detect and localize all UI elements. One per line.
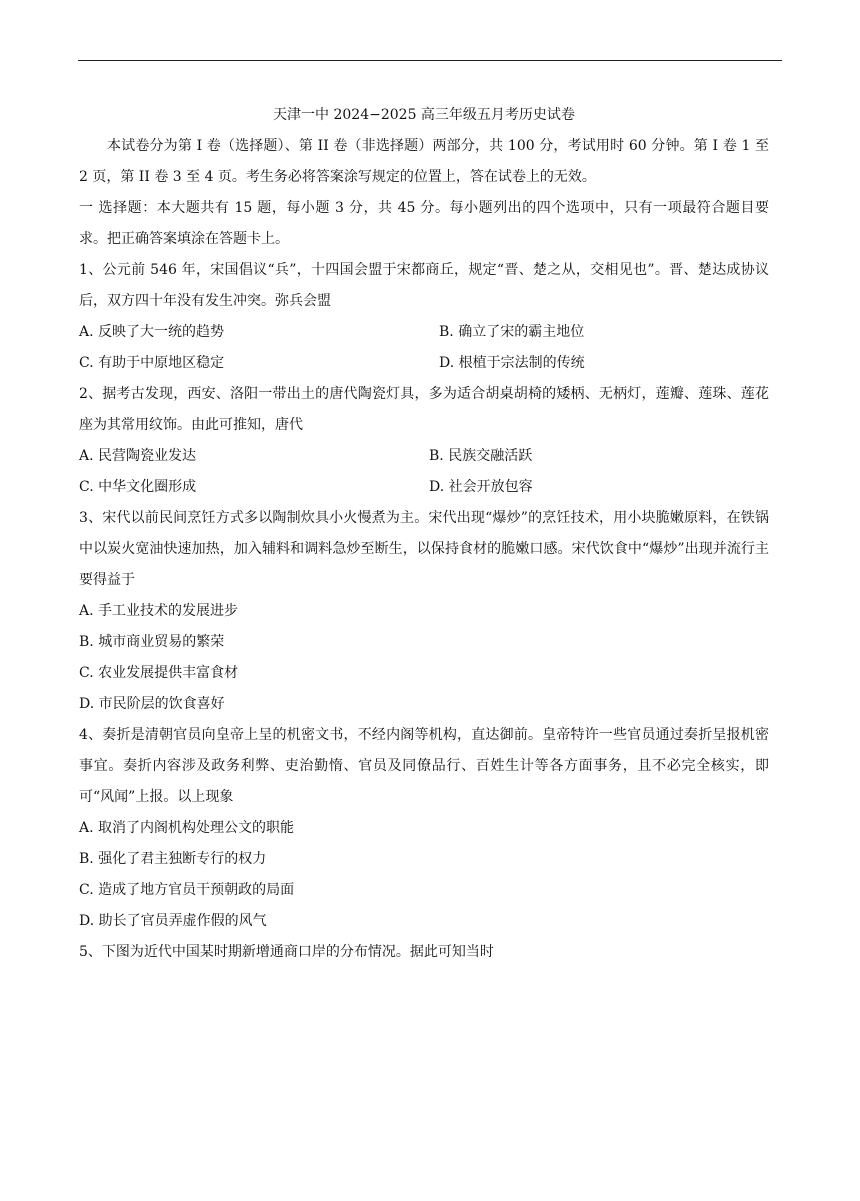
question-stem: 5、下图为近代中国某时期新增通商口岸的分布情况。据此可知当时 [79,944,494,960]
option-b[interactable]: B. 城市商业贸易的繁荣 [79,634,225,650]
option-a[interactable]: A. 民营陶瓷业发达 [79,448,197,464]
option-d[interactable]: D. 根植于宗法制的传统 [439,355,585,371]
option-c[interactable]: C. 农业发展提供丰富食材 [79,665,239,681]
option-a[interactable]: A. 手工业技术的发展进步 [79,603,239,619]
question-stem: 1、公元前 546 年，宋国倡议“兵”，十四国会盟于宋都商丘，规定“晋、楚之从，交相见也”。晋、楚达成协议后，双方四十年没有发生冲突。弥兵会盟 [79,262,769,309]
header-rule [78,60,782,61]
option-b[interactable]: B. 民族交融活跃 [429,448,533,464]
option-b[interactable]: B. 强化了君主独断专行的权力 [79,851,267,867]
question-stem: 2、据考古发现，西安、洛阳一带出土的唐代陶瓷灯具，多为适合胡桌胡椅的矮柄、无柄灯，莲瓣、莲珠、莲花座为其常用纹饰。由此可推知，唐代 [79,386,769,433]
question-stem: 3、宋代以前民间烹饪方式多以陶制炊具小火慢煮为主。宋代出现“爆炒”的烹饪技术，用小块脆嫩原料，在铁锅中以炭火宽油快速加热，加入辅料和调料急炒至断生，以保持食材的脆嫩口感。宋代饮食中“爆炒”出现并流行主要得益于 [79,510,769,588]
option-a[interactable]: A. 反映了大一统的趋势 [79,324,225,340]
option-a[interactable]: A. 取消了内阁机构处理公文的职能 [79,820,295,836]
option-c[interactable]: C. 造成了地方官员干预朝政的局面 [79,882,295,898]
exam-page [79,100,769,968]
option-d[interactable]: D. 市民阶层的饮食喜好 [79,696,225,712]
question-2 [79,379,769,503]
question-3 [79,503,769,720]
option-row [79,317,769,348]
option-c[interactable]: C. 有助于中原地区稳定 [79,355,225,371]
exam-title: 天津一中 2024−2025 高三年级五月考历史试卷 [273,107,575,123]
question-5 [79,937,769,968]
question-4 [79,720,769,937]
option-row [79,441,769,472]
option-d[interactable]: D. 社会开放包容 [429,479,533,495]
option-b[interactable]: B. 确立了宋的霸主地位 [439,324,585,340]
option-row [79,472,769,503]
option-d[interactable]: D. 助长了官员弄虚作假的风气 [79,913,267,929]
section-heading: 一 选择题：本大题共有 15 题，每小题 3 分，共 45 分。每小题列出的四个选项中，只有一项最符合题目要求。把正确答案填涂在答题卡上。 [79,200,769,247]
question-stem: 4、奏折是清朝官员向皇帝上呈的机密文书，不经内阁等机构，直达御前。皇帝特许一些官员通过奏折呈报机密事宜。奏折内容涉及政务利弊、吏治勤惰、官员及同僚品行、百姓生计等各方面事务，且不必完全核实，即可“风闻”上报。以上现象 [79,727,769,805]
question-1 [79,255,769,379]
option-row [79,348,769,379]
option-c[interactable]: C. 中华文化圈形成 [79,479,197,495]
exam-instructions: 本试卷分为第 I 卷（选择题）、第 II 卷（非选择题）两部分，共 100 分，考试用时 60 分钟。第 I 卷 1 至 2 页，第 II 卷 3 至 4 页。考生务必将答案涂写规定的位置上，答在试卷上的无效。 [79,138,769,185]
